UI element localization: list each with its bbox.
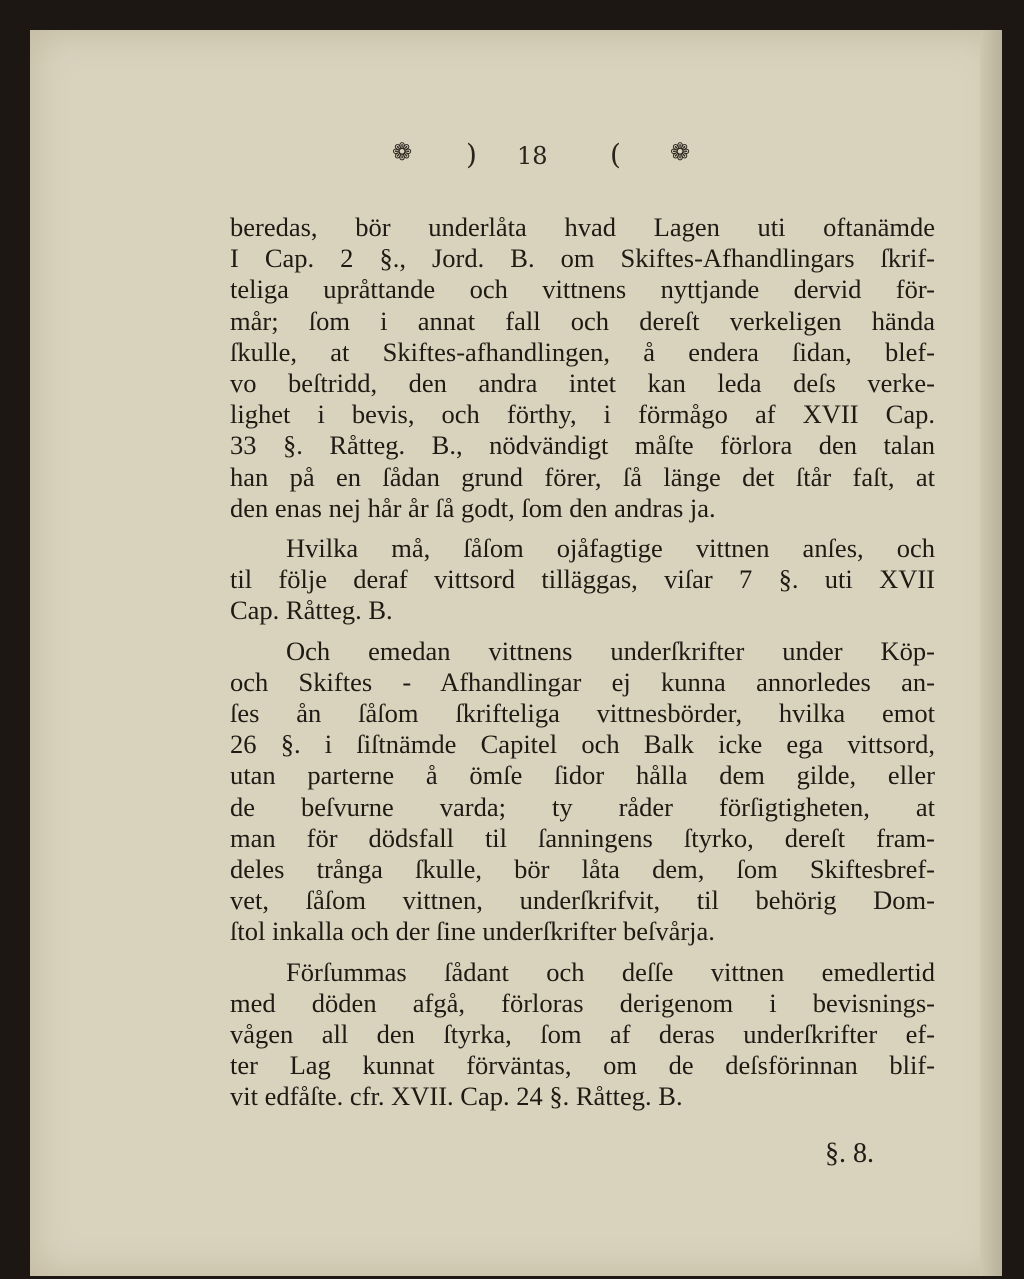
paragraph xyxy=(230,212,935,524)
text-line: deles trånga ſkulle, bör låta dem, ſom Skiftesbref- xyxy=(230,854,935,885)
text-line: man för dödsfall til ſanningens ſtyrko, dereſt fram- xyxy=(230,822,935,853)
catchword: §. 8. xyxy=(825,1138,874,1169)
text-line: ſes ån ſåſom ſkrifteliga vittnesbörder, hvilka emot xyxy=(230,698,935,729)
page-gutter xyxy=(980,30,1002,1276)
text-line: 26 §. i ſiſtnämde Capitel och Balk icke ega vittsord, xyxy=(230,729,935,760)
text-line: Och emedan vittnens underſkrifter under Köp- xyxy=(286,635,935,666)
text-line: ter Lag kunnat förväntas, om de deſsförinnan blif- xyxy=(230,1050,935,1081)
text-line: vet, ſåſom vittnen, underſkrifvit, til behörig Dom- xyxy=(230,885,935,916)
paragraph xyxy=(230,957,935,1113)
paragraph xyxy=(230,636,935,948)
text-line: vit edfåſte. cfr. XVII. Cap. 24 §. Råtteg. B. xyxy=(230,1081,683,1112)
text-line: vo beſtridd, den andra intet kan leda deſs verke- xyxy=(230,368,935,399)
text-line: utan parterne å ömſe ſidor hålla dem gilde, eller xyxy=(230,760,935,791)
text-line: Hvilka må, ſåſom ojåfagtige vittnen anſes, och xyxy=(286,533,935,564)
body-text xyxy=(230,212,935,1113)
paragraph-gap xyxy=(230,948,935,957)
book-page xyxy=(30,30,1002,1276)
text-line: teliga upråttande och vittnens nyttjande dervid för- xyxy=(230,274,935,305)
page-number: 18 xyxy=(517,142,548,170)
text-line: til följe deraf vittsord tilläggas, viſar 7 §. uti XVII xyxy=(230,564,935,595)
left-ornament-icon: ❁ xyxy=(392,138,413,166)
text-line: beredas, bör underlåta hvad Lagen uti oftanämde xyxy=(230,212,935,242)
text-line: I Cap. 2 §., Jord. B. om Skiftes-Afhandlingars ſkrif- xyxy=(230,243,935,274)
paragraph-gap xyxy=(230,627,935,636)
running-header xyxy=(30,138,1002,182)
text-line: de beſvurne varda; ty råder förſigtigheten, at xyxy=(230,791,935,822)
text-line: 33 §. Råtteg. B., nödvändigt måſte förlora den talan xyxy=(230,430,935,461)
text-line: och Skiftes - Afhandlingar ej kunna annorledes an- xyxy=(230,666,935,697)
paragraph-gap xyxy=(230,524,935,533)
text-line: vågen all den ſtyrka, ſom af deras underſkrifter ef- xyxy=(230,1019,935,1050)
text-line: Cap. Råtteg. B. xyxy=(230,595,393,626)
text-line: ſkulle, at Skiftes-afhandlingen, å endera ſidan, blef- xyxy=(230,336,935,367)
header-right-paren: ( xyxy=(610,138,621,171)
text-line: med döden afgå, förloras derigenom i bevisnings- xyxy=(230,987,935,1018)
text-line: han på en ſådan grund förer, ſå länge det ſtår faſt, at xyxy=(230,461,935,492)
header-left-paren: ) xyxy=(466,138,477,171)
text-line: den enas nej hår år ſå godt, ſom den andras ja. xyxy=(230,492,716,523)
text-line: lighet i bevis, och förthy, i förmågo af XVII Cap. xyxy=(230,399,935,430)
text-line: mår; ſom i annat fall och dereſt verkeligen hända xyxy=(230,305,935,336)
text-line: ſtol inkalla och der ſine underſkrifter beſvårja. xyxy=(230,916,715,947)
right-ornament-icon: ❁ xyxy=(670,138,691,166)
text-line: Förſummas ſådant och deſſe vittnen emedlertid xyxy=(286,956,935,987)
paragraph xyxy=(230,533,935,627)
